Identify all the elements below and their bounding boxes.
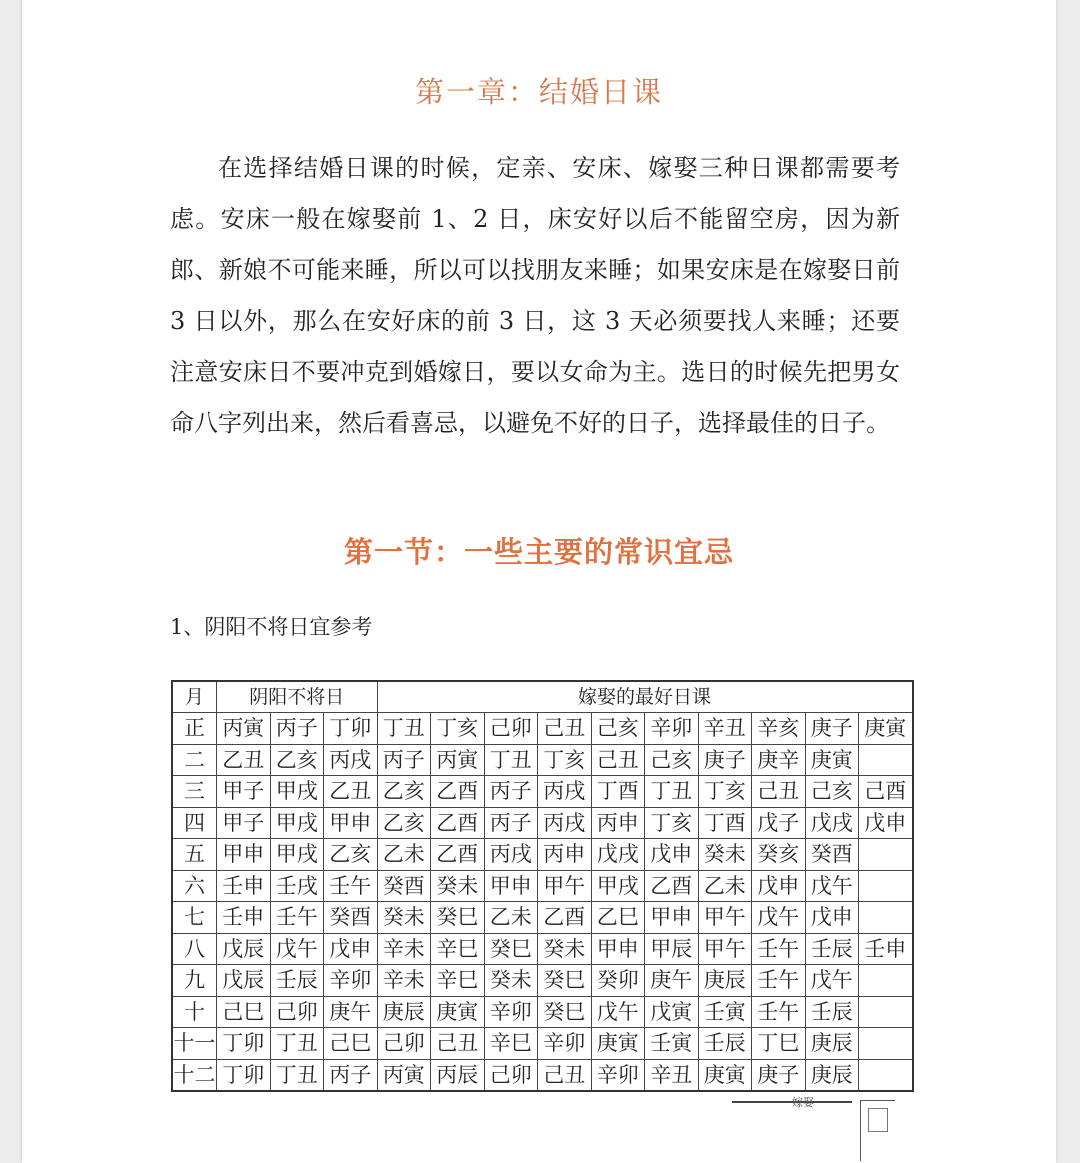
best-day-cell: 庚子 (805, 713, 859, 745)
best-day-cell: 癸未 (377, 902, 431, 934)
yinyang-day-cell: 甲申 (324, 807, 378, 839)
best-day-cell: 癸未 (698, 839, 752, 871)
best-day-cell: 辛未 (377, 933, 431, 965)
yinyang-day-cell: 甲戌 (270, 807, 324, 839)
yinyang-day-cell: 丁卯 (217, 1059, 271, 1091)
month-cell: 三 (172, 776, 217, 808)
best-day-cell: 庚辛 (752, 744, 806, 776)
best-day-cell: 丁酉 (591, 776, 645, 808)
best-day-cell: 庚寅 (698, 1059, 752, 1091)
best-day-cell: 甲戌 (591, 870, 645, 902)
table-row (172, 839, 913, 871)
best-day-cell: 辛卯 (538, 1028, 592, 1060)
best-day-cell: 己亥 (591, 713, 645, 745)
yinyang-day-cell: 戊申 (324, 933, 378, 965)
table-row (172, 902, 913, 934)
best-day-cell: 戊午 (591, 996, 645, 1028)
best-day-cell: 戊午 (805, 870, 859, 902)
best-day-cell: 乙未 (484, 902, 538, 934)
best-day-cell: 己亥 (805, 776, 859, 808)
table-row (172, 933, 913, 965)
yinyang-day-cell: 辛卯 (324, 965, 378, 997)
footer-mark: 嫁娶 (792, 1096, 814, 1109)
yinyang-day-cell: 丁卯 (324, 713, 378, 745)
section-title: 第一节：一些主要的常识宜忌 (343, 535, 734, 569)
table-row (172, 1028, 913, 1060)
best-day-cell: 癸巳 (484, 933, 538, 965)
yinyang-day-cell: 丙子 (270, 713, 324, 745)
month-cell: 十 (172, 996, 217, 1028)
best-day-cell: 辛未 (377, 965, 431, 997)
best-day-cell: 甲申 (645, 902, 699, 934)
best-day-cell: 戊戌 (805, 807, 859, 839)
yinyang-day-cell: 壬申 (217, 902, 271, 934)
best-day-cell: 己丑 (752, 776, 806, 808)
best-day-cell: 乙未 (377, 839, 431, 871)
table-row (172, 744, 913, 776)
best-day-cell: 丁丑 (484, 744, 538, 776)
month-cell: 正 (172, 713, 217, 745)
best-day-cell: 丙申 (591, 807, 645, 839)
yinyang-day-cell: 壬申 (217, 870, 271, 902)
best-day-cell: 辛亥 (752, 713, 806, 745)
best-day-cell: 庚辰 (805, 1028, 859, 1060)
month-cell: 五 (172, 839, 217, 871)
best-day-cell: 戊午 (752, 902, 806, 934)
best-day-cell: 壬寅 (645, 1028, 699, 1060)
best-day-cell: 戊午 (805, 965, 859, 997)
best-day-cell (859, 839, 913, 871)
best-day-cell: 己卯 (377, 1028, 431, 1060)
best-day-cell: 丁亥 (431, 713, 485, 745)
yinyang-day-cell: 壬午 (324, 870, 378, 902)
best-day-cell: 甲辰 (645, 933, 699, 965)
best-day-cell: 丁亥 (538, 744, 592, 776)
best-day-cell: 乙亥 (377, 807, 431, 839)
month-cell: 八 (172, 933, 217, 965)
month-cell: 九 (172, 965, 217, 997)
best-day-cell: 辛巳 (431, 965, 485, 997)
yinyang-day-cell: 丙寅 (217, 713, 271, 745)
best-day-cell (859, 996, 913, 1028)
yinyang-day-cell: 庚午 (324, 996, 378, 1028)
best-day-cell: 庚寅 (591, 1028, 645, 1060)
best-day-cell: 壬午 (752, 965, 806, 997)
best-day-cell: 己丑 (591, 744, 645, 776)
best-day-cell: 庚寅 (805, 744, 859, 776)
best-day-cell (859, 1028, 913, 1060)
body-paragraph (170, 143, 900, 449)
paragraph-text: 在选择结婚日课的时候，定亲、安床、嫁娶三种日课都需要考虑。安床一般在嫁娶前 1、2 日，床安好以后不能留空房，因为新郎、新娘不可能来睡，所以可以找朋友来睡；如果安床是在嫁娶日前 3 日以外，那么在安好床的前 3 日，这 3 天必须要找人来睡；还要注意安床日不要冲克到婚嫁日，要以女命为主。选日的时候先把男女命八字列出来，然后看喜忌，以避免不好的日子，选择最佳的日子。 (170, 154, 900, 437)
best-day-cell: 庚子 (698, 744, 752, 776)
table-body (172, 681, 913, 1091)
best-day-cell: 壬辰 (698, 1028, 752, 1060)
best-day-cell: 庚子 (752, 1059, 806, 1091)
best-day-cell: 丁酉 (698, 807, 752, 839)
month-cell: 四 (172, 807, 217, 839)
yinyang-day-cell: 甲子 (217, 776, 271, 808)
best-day-cell: 戊申 (645, 839, 699, 871)
table-row (172, 870, 913, 902)
best-day-cell: 丙寅 (377, 1059, 431, 1091)
best-day-cell: 庚午 (645, 965, 699, 997)
table-row (172, 713, 913, 745)
best-day-cell: 庚寅 (859, 713, 913, 745)
best-day-cell: 癸亥 (752, 839, 806, 871)
best-day-cell (859, 870, 913, 902)
best-day-cell: 丙子 (484, 776, 538, 808)
yinyang-day-cell: 丙戌 (324, 744, 378, 776)
best-day-cell: 丙戌 (538, 776, 592, 808)
best-day-cell: 癸酉 (377, 870, 431, 902)
best-day-cell: 丙子 (377, 744, 431, 776)
best-day-cell: 癸酉 (805, 839, 859, 871)
yinyang-day-cell: 己卯 (270, 996, 324, 1028)
best-day-cell: 壬辰 (805, 933, 859, 965)
best-day-cell: 丙子 (484, 807, 538, 839)
yinyang-day-cell: 甲戌 (270, 839, 324, 871)
best-day-cell: 壬辰 (805, 996, 859, 1028)
yinyang-day-cell: 乙亥 (270, 744, 324, 776)
best-day-cell: 丁丑 (377, 713, 431, 745)
best-day-cell: 甲午 (698, 902, 752, 934)
best-day-cell: 丁亥 (645, 807, 699, 839)
best-day-cell: 辛巳 (484, 1028, 538, 1060)
yinyang-day-cell: 乙丑 (217, 744, 271, 776)
best-day-cell: 甲午 (538, 870, 592, 902)
best-day-cell: 辛卯 (591, 1059, 645, 1091)
best-day-cell: 丁巳 (752, 1028, 806, 1060)
month-cell: 二 (172, 744, 217, 776)
best-day-cell: 癸未 (538, 933, 592, 965)
yinyang-day-cell: 己巳 (217, 996, 271, 1028)
yinyang-day-cell: 戊午 (270, 933, 324, 965)
best-day-cell: 乙酉 (431, 807, 485, 839)
best-day-cell: 甲申 (591, 933, 645, 965)
yinyang-day-cell: 甲子 (217, 807, 271, 839)
month-cell: 七 (172, 902, 217, 934)
corner-mark-inner (868, 1108, 888, 1132)
best-day-cell (859, 744, 913, 776)
best-day-cell: 戊寅 (645, 996, 699, 1028)
best-day-cell: 乙酉 (431, 839, 485, 871)
yinyang-day-cell: 戊辰 (217, 965, 271, 997)
yinyang-day-cell: 甲戌 (270, 776, 324, 808)
best-day-cell: 乙未 (698, 870, 752, 902)
best-day-cell: 戊申 (859, 807, 913, 839)
best-day-cell: 己丑 (538, 713, 592, 745)
best-day-cell: 癸巳 (538, 965, 592, 997)
yinyang-day-cell: 丙子 (324, 1059, 378, 1091)
best-day-cell: 乙酉 (538, 902, 592, 934)
yinyang-day-cell: 乙亥 (324, 839, 378, 871)
best-day-cell: 辛丑 (645, 1059, 699, 1091)
table-header-row (172, 681, 913, 713)
table-row (172, 1059, 913, 1091)
yinyang-day-cell: 癸酉 (324, 902, 378, 934)
best-day-cell: 壬寅 (698, 996, 752, 1028)
month-cell: 十二 (172, 1059, 217, 1091)
best-day-cell: 辛卯 (645, 713, 699, 745)
best-day-cell: 癸未 (484, 965, 538, 997)
header-best-days: 嫁娶的最好日课 (377, 681, 913, 713)
best-day-cell: 癸巳 (431, 902, 485, 934)
best-day-cell (859, 1059, 913, 1091)
best-day-cell: 戊子 (752, 807, 806, 839)
best-day-cell: 癸卯 (591, 965, 645, 997)
best-day-cell: 庚辰 (698, 965, 752, 997)
wedding-day-table (171, 680, 914, 1092)
best-day-cell: 乙酉 (431, 776, 485, 808)
best-day-cell: 丁丑 (645, 776, 699, 808)
best-day-cell: 己酉 (859, 776, 913, 808)
best-day-cell: 丙寅 (431, 744, 485, 776)
best-day-cell: 丙戌 (484, 839, 538, 871)
best-day-cell: 己卯 (484, 1059, 538, 1091)
table-row (172, 996, 913, 1028)
yinyang-day-cell: 甲申 (217, 839, 271, 871)
yinyang-day-cell: 壬辰 (270, 965, 324, 997)
document-page (22, 0, 1056, 1163)
yinyang-day-cell: 壬午 (270, 902, 324, 934)
header-yinyang-days: 阴阳不将日 (217, 681, 378, 713)
best-day-cell: 丁亥 (698, 776, 752, 808)
best-day-cell: 壬午 (752, 996, 806, 1028)
best-day-cell: 辛丑 (698, 713, 752, 745)
table-row (172, 965, 913, 997)
best-day-cell: 乙亥 (377, 776, 431, 808)
best-day-cell: 己亥 (645, 744, 699, 776)
yinyang-day-cell: 乙丑 (324, 776, 378, 808)
best-day-cell: 丙申 (538, 839, 592, 871)
yinyang-day-cell: 壬戌 (270, 870, 324, 902)
chapter-title: 第一章：结婚日课 (414, 75, 663, 109)
best-day-cell: 癸未 (431, 870, 485, 902)
table-row (172, 776, 913, 808)
month-cell: 十一 (172, 1028, 217, 1060)
best-day-cell: 戊申 (805, 902, 859, 934)
best-day-cell: 乙酉 (645, 870, 699, 902)
yinyang-day-cell: 己巳 (324, 1028, 378, 1060)
yinyang-day-cell: 丁丑 (270, 1059, 324, 1091)
table-row (172, 807, 913, 839)
yinyang-day-cell: 丁卯 (217, 1028, 271, 1060)
best-day-cell: 辛巳 (431, 933, 485, 965)
best-day-cell: 丙辰 (431, 1059, 485, 1091)
best-day-cell (859, 965, 913, 997)
best-day-cell: 壬午 (752, 933, 806, 965)
best-day-cell: 庚辰 (377, 996, 431, 1028)
best-day-cell: 甲申 (484, 870, 538, 902)
header-month: 月 (172, 681, 217, 713)
best-day-cell: 庚寅 (431, 996, 485, 1028)
best-day-cell: 戊戌 (591, 839, 645, 871)
best-day-cell: 己丑 (431, 1028, 485, 1060)
best-day-cell: 丙戌 (538, 807, 592, 839)
best-day-cell: 辛卯 (484, 996, 538, 1028)
yinyang-day-cell: 戊辰 (217, 933, 271, 965)
best-day-cell: 庚辰 (805, 1059, 859, 1091)
best-day-cell (859, 902, 913, 934)
month-cell: 六 (172, 870, 217, 902)
best-day-cell: 乙巳 (591, 902, 645, 934)
best-day-cell: 己卯 (484, 713, 538, 745)
best-day-cell: 甲午 (698, 933, 752, 965)
best-day-cell: 己丑 (538, 1059, 592, 1091)
yinyang-day-cell: 丁丑 (270, 1028, 324, 1060)
best-day-cell: 壬申 (859, 933, 913, 965)
best-day-cell: 癸巳 (538, 996, 592, 1028)
best-day-cell: 戊申 (752, 870, 806, 902)
item-heading: 1、阴阳不将日宜参考 (170, 615, 373, 639)
